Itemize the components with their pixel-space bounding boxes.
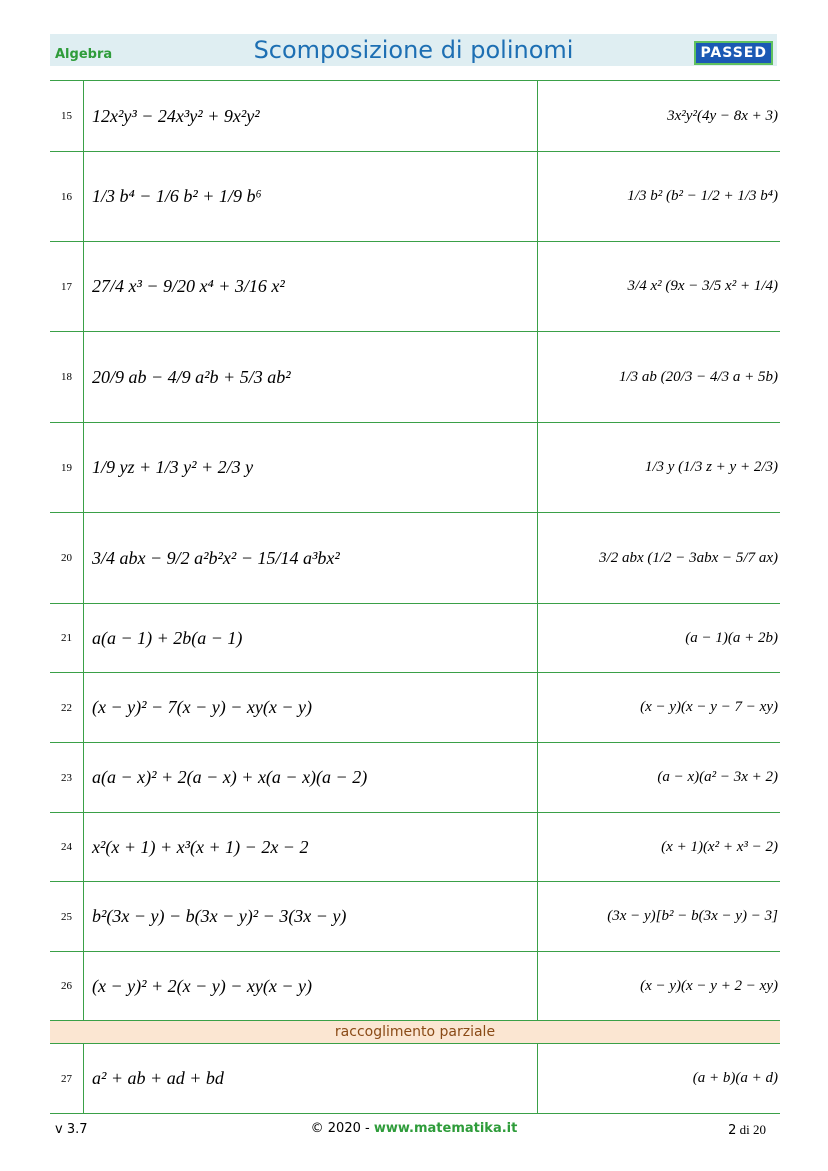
table-row (50, 673, 780, 743)
table-row (50, 1044, 780, 1114)
row-result: 3/4 x² (9x − 3/5 x² + 1/4) (627, 278, 778, 294)
row-number: 17 (61, 280, 72, 293)
page-indicator (728, 1122, 766, 1138)
row-result: 1/3 ab (20/3 − 4/3 a + 5b) (619, 368, 778, 385)
section-heading: raccoglimento parziale (50, 1021, 780, 1044)
exercise-table (50, 80, 780, 1114)
row-result: (a − x)(a² − 3x + 2) (657, 769, 778, 785)
table-row (50, 813, 780, 882)
row-number: 27 (61, 1072, 72, 1085)
row-result: (x − y)(x − y + 2 − xy) (640, 977, 778, 994)
table-row (50, 952, 780, 1021)
row-result: 3x²y²(4y − 8x + 3) (667, 107, 778, 124)
page-number: 2 (728, 1123, 737, 1138)
table-row (50, 80, 780, 152)
row-expression: x²(x + 1) + x³(x + 1) − 2x − 2 (83, 813, 538, 881)
passed-badge: PASSED (694, 41, 773, 65)
copyright-text: © 2020 - (310, 1121, 374, 1136)
row-number: 25 (61, 910, 72, 923)
table-row (50, 513, 780, 604)
page-header (50, 34, 777, 66)
row-result: (x + 1)(x² + x³ − 2) (661, 838, 778, 855)
row-number: 24 (61, 841, 72, 853)
table-row (50, 332, 780, 423)
table-row (50, 242, 780, 332)
row-expression: a(a − 1) + 2b(a − 1) (83, 604, 538, 672)
row-expression: a² + ab + ad + bd (83, 1044, 538, 1113)
row-result: (x − y)(x − y − 7 − xy) (640, 699, 778, 715)
table-row (50, 423, 780, 513)
row-result: 3/2 abx (1/2 − 3abx − 5/7 ax) (599, 549, 778, 566)
row-number: 15 (61, 110, 72, 122)
row-expression: 1/9 yz + 1/3 y² + 2/3 y (83, 423, 538, 512)
table-row (50, 882, 780, 952)
brand-label: Algebra (55, 47, 113, 62)
table-row (50, 743, 780, 813)
row-number: 18 (61, 371, 72, 383)
footer-copyright (0, 1121, 828, 1136)
row-number: 26 (61, 980, 72, 992)
site-link[interactable]: www.matematika.it (373, 1121, 518, 1136)
row-result: 1/3 y (1/3 z + y + 2/3) (644, 459, 778, 475)
row-result: (3x − y)[b² − b(3x − y) − 3] (607, 908, 778, 924)
row-number: 19 (61, 461, 72, 474)
table-row (50, 152, 780, 242)
row-number: 23 (61, 771, 72, 784)
row-result: (a + b)(a + d) (692, 1070, 778, 1086)
row-expression: 27/4 x³ − 9/20 x⁴ + 3/16 x² (83, 242, 538, 331)
row-number: 16 (61, 190, 72, 203)
row-expression: 12x²y³ − 24x³y² + 9x²y² (83, 81, 538, 151)
row-expression: 20/9 ab − 4/9 a²b + 5/3 ab² (83, 332, 538, 422)
row-result: 1/3 b² (b² − 1/2 + 1/3 b⁴) (627, 188, 778, 204)
row-expression: (x − y)² + 2(x − y) − xy(x − y) (83, 952, 538, 1020)
row-number: 22 (61, 701, 72, 714)
row-number: 20 (61, 552, 72, 564)
row-expression: 3/4 abx − 9/2 a²b²x² − 15/14 a³bx² (83, 513, 538, 603)
table-row (50, 604, 780, 673)
version-label: v 3.7 (55, 1122, 88, 1137)
row-expression: 1/3 b⁴ − 1/6 b² + 1/9 b⁶ (83, 152, 538, 241)
row-expression: b²(3x − y) − b(3x − y)² − 3(3x − y) (83, 882, 538, 951)
row-result: (a − 1)(a + 2b) (685, 629, 778, 646)
row-expression: (x − y)² − 7(x − y) − xy(x − y) (83, 673, 538, 742)
row-expression: a(a − x)² + 2(a − x) + x(a − x)(a − 2) (83, 743, 538, 812)
page-total: di 20 (736, 1122, 766, 1137)
row-number: 21 (61, 632, 72, 644)
page-title: Scomposizione di polinomi (253, 36, 574, 64)
